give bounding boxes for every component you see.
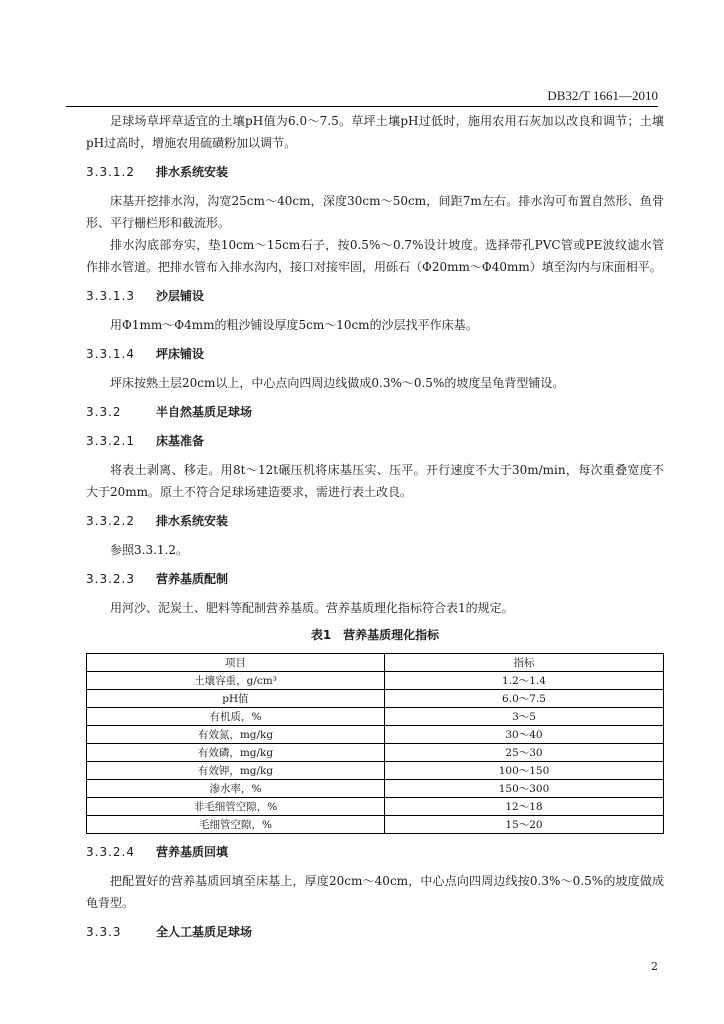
paragraph-3-3-1-4: 坪床按熟土层20cm以上，中心点向四周边线做成0.3%～0.5%的坡度呈龟背型铺设。 [110,376,565,390]
table-row [87,708,664,726]
table-cell: 有效钾，mg/kg [87,762,385,780]
table-cell: 30～40 [385,726,664,744]
table-cell: 非毛细管空隙，% [87,798,385,816]
paragraph-3-3-2-3: 用河沙、泥炭土、肥料等配制营养基质。营养基质理化指标符合表1的规定。 [110,601,514,615]
paragraph-3-3-1-2-b: 排水沟底部夯实，垫10cm～15cm石子，按0.5%～0.7%设计坡度。选择带孔PVC管或PE波纹滤水管作排水管道。把排水管布入排水沟内，接口对接牢固，用砾石（Φ20mm～Φ40mm）填至沟内与床面相平。 [86,238,664,274]
document-code: DB32/T 1661—2010 [547,88,658,103]
paragraph-3-3-2-4: 把配置好的营养基质回填至床基上，厚度20cm～40cm，中心点向四周边线按0.3%～0.5%的坡度做成龟背型。 [86,874,664,910]
heading-3-3-1-3: 3.3.1.3 沙层铺设 [86,289,205,303]
table-cell: 有效氮，mg/kg [87,726,385,744]
heading-3-3-1-2: 3.3.1.2 排水系统安装 [86,165,229,179]
table-cell: 150～300 [385,780,664,798]
table-cell: 有效磷，mg/kg [87,744,385,762]
paragraph-3-3-1-2-a: 床基开挖排水沟，沟宽25cm～40cm，深度30cm～50cm，间距7m左右。排水沟可布置自然形、鱼骨形、平行栅栏形和截流形。 [86,194,664,230]
table-header-row [87,654,664,672]
table-row [87,798,664,816]
heading-3-3-1-4: 3.3.1.4 坪床铺设 [86,347,205,361]
table-cell: 毛细管空隙，% [87,816,385,834]
table-cell: 3～5 [385,708,664,726]
table-cell: 有机质，% [87,708,385,726]
table-row [87,762,664,780]
heading-3-3-2-2: 3.3.2.2 排水系统安装 [86,514,229,528]
nutrition-table [86,653,664,834]
table-cell: 6.0～7.5 [385,690,664,708]
table-row [87,672,664,690]
paragraph-3-3-2-2: 参照3.3.1.2。 [110,543,188,557]
paragraph-3-3-2-1: 将表土剥离、移走。用8t～12t碾压机将床基压实、压平。开行速度不大于30m/min，每次重叠宽度不大于20mm。原土不符合足球场建造要求，需进行表土改良。 [86,463,664,499]
table-row [87,690,664,708]
intro-paragraph: 足球场草坪草适宜的土壤pH值为6.0～7.5。草坪土壤pH过低时，施用农用石灰加以改良和调节；土壤pH过高时，增施农用硫磺粉加以调节。 [86,114,664,150]
heading-3-3-2: 3.3.2 半自然基质足球场 [86,405,253,419]
paragraph-3-3-1-3: 用Φ1mm～Φ4mm的粗沙铺设厚度5cm～10cm的沙层找平作床基。 [110,318,478,332]
table-cell: 25～30 [385,744,664,762]
table-cell: 100～150 [385,762,664,780]
table-cell: 土壤容重，g/cm³ [87,672,385,690]
heading-3-3-2-1: 3.3.2.1 床基准备 [86,434,205,448]
table-row [87,726,664,744]
table-cell: pH值 [87,690,385,708]
table-cell: 1.2～1.4 [385,672,664,690]
heading-3-3-2-4: 3.3.2.4 营养基质回填 [86,845,229,859]
table-cell: 渗水率，% [87,780,385,798]
heading-3-3-3: 3.3.3 全人工基质足球场 [86,925,253,939]
page-number: 2 [651,960,658,973]
page-body [86,110,664,943]
table-row [87,816,664,834]
table-cell: 15～20 [385,816,664,834]
heading-3-3-2-3: 3.3.2.3 营养基质配制 [86,572,229,586]
table-cell: 12～18 [385,798,664,816]
table-header-cell: 指标 [385,654,664,672]
header-rule [66,106,658,107]
table-caption: 表1 营养基质理化指标 [310,628,440,642]
table-row [87,744,664,762]
table-header-cell: 项目 [87,654,385,672]
table-row [87,780,664,798]
